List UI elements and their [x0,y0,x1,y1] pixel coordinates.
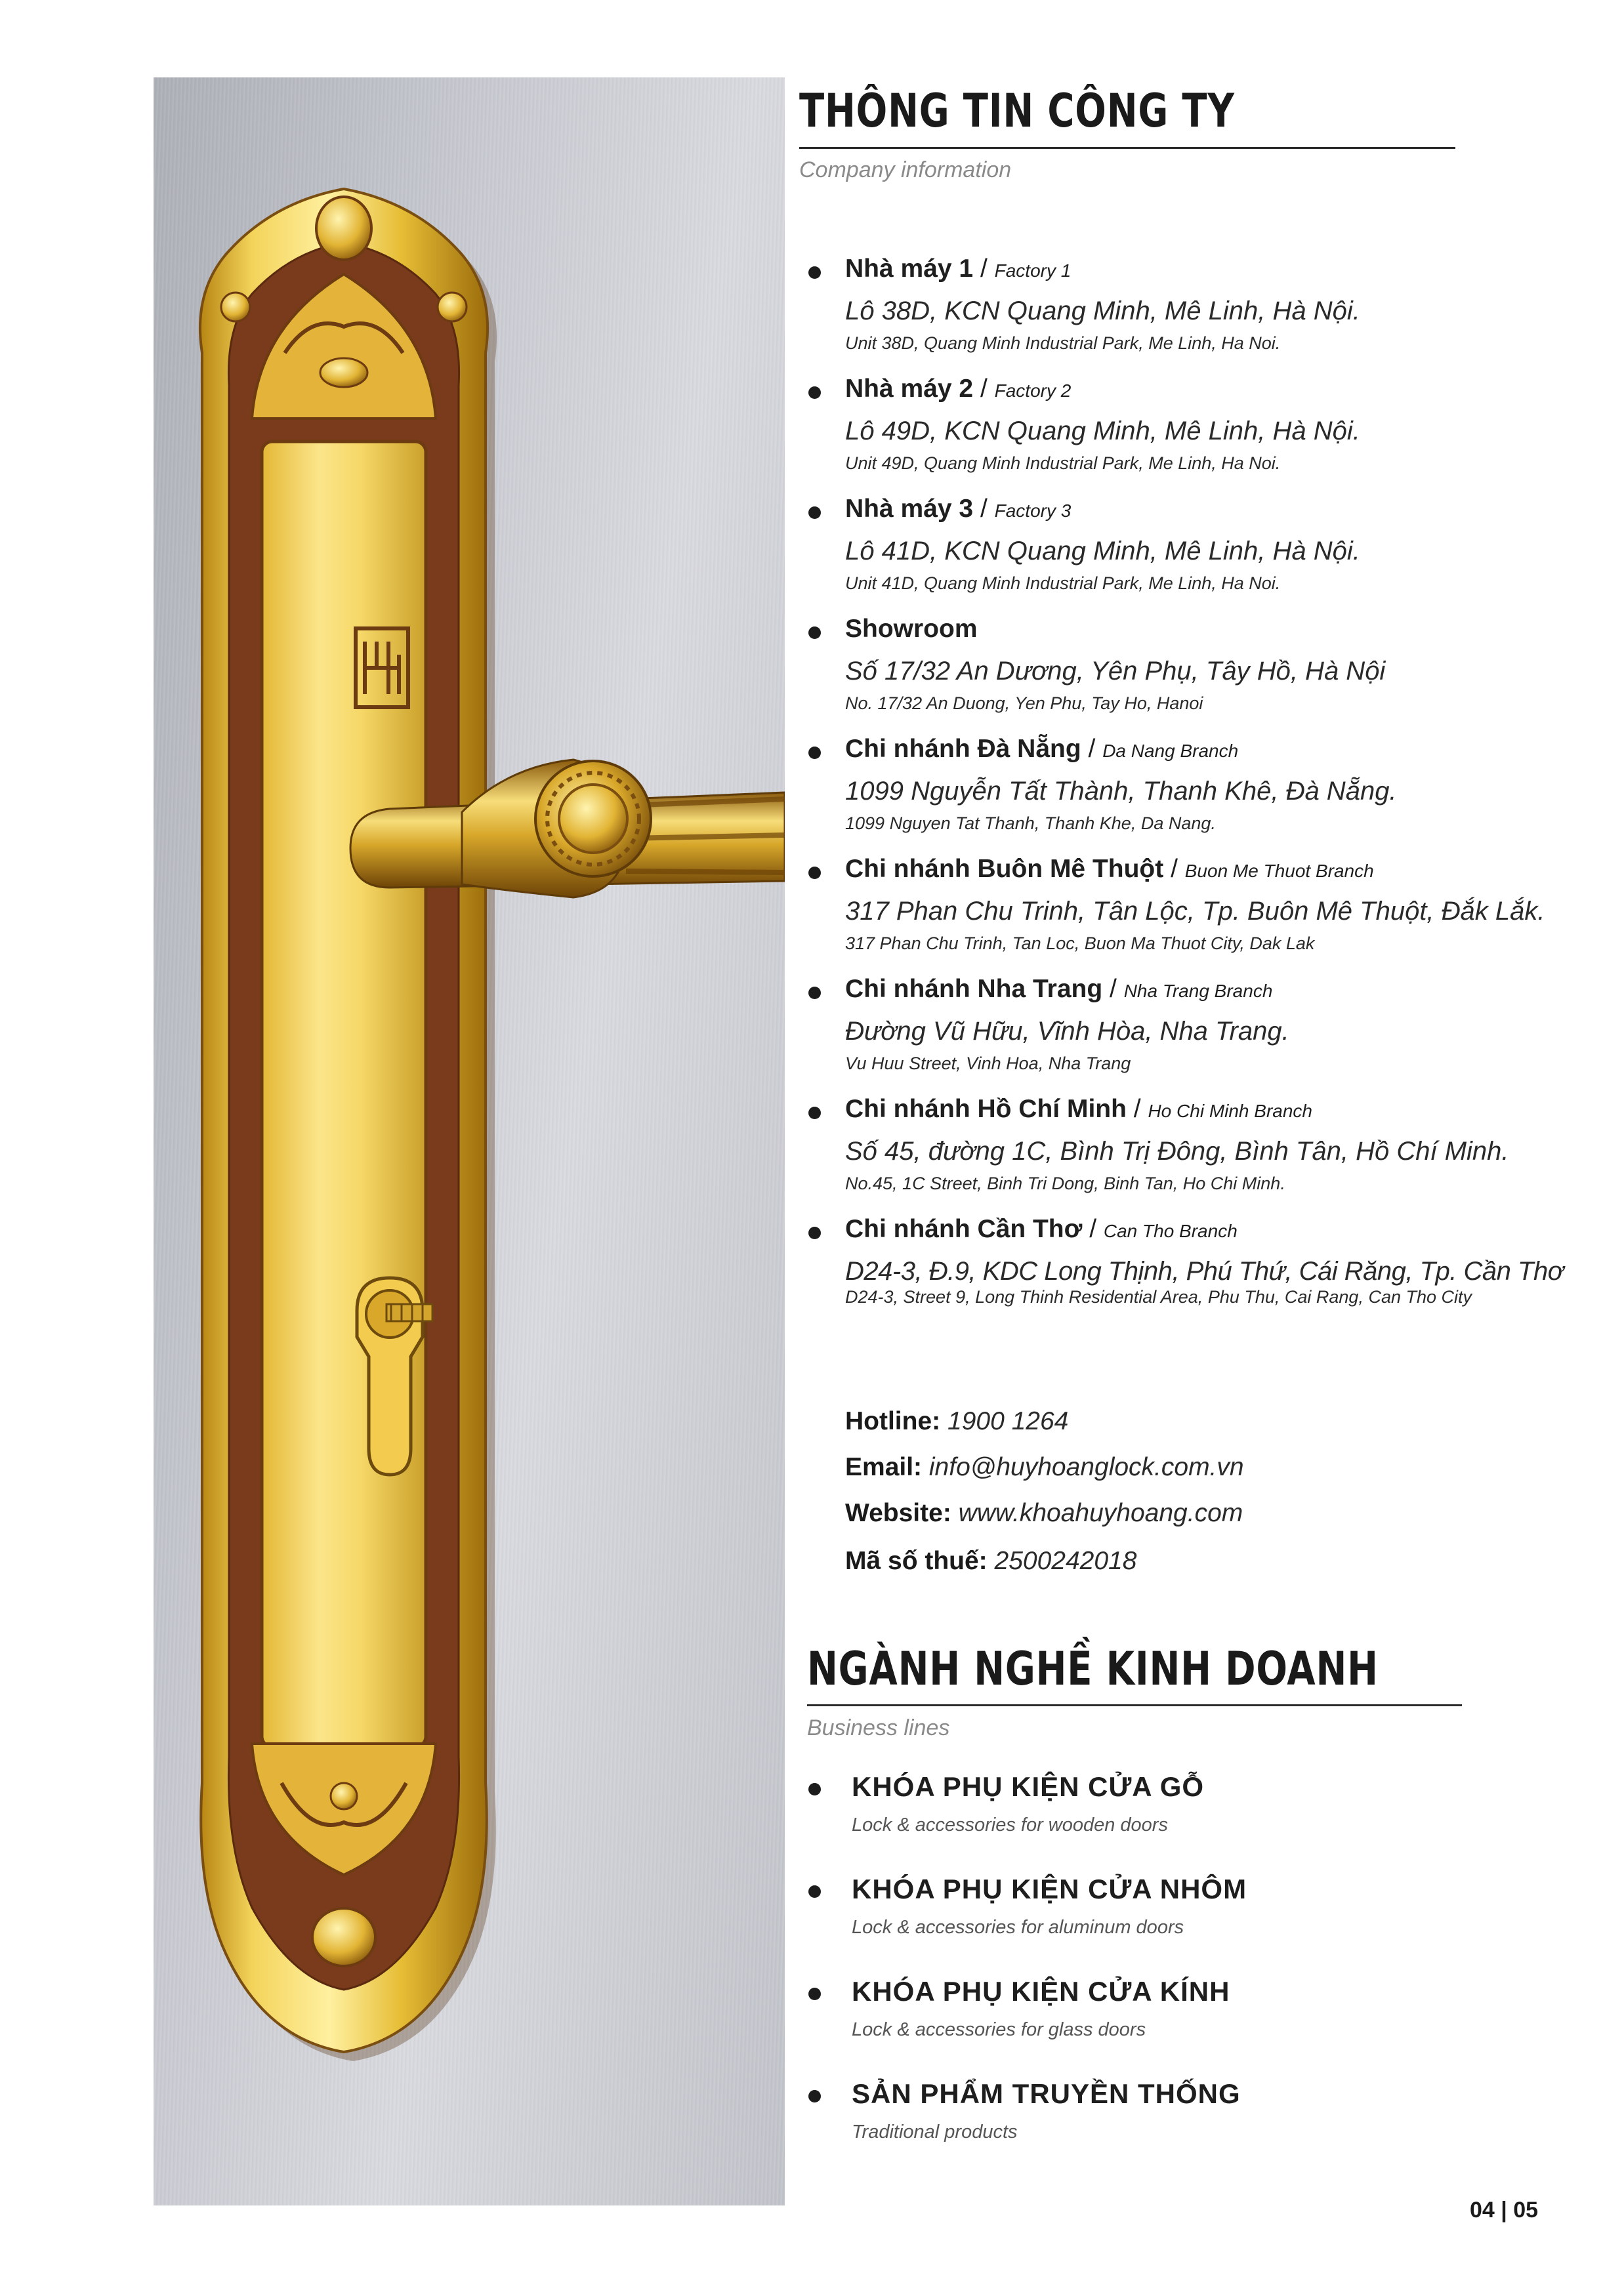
door-handle-photo [154,77,785,2205]
location-title: Chi nhánh Hồ Chí Minh [845,1095,1127,1123]
location-address: Số 17/32 An Dương, Yên Phụ, Tây Hồ, Hà Nội [845,657,1386,686]
bullet-icon [808,506,821,519]
location-address-en: Unit 41D, Quang Minh Industrial Park, Me Linh, Ha Noi. [845,573,1281,593]
location-title: Chi nhánh Đà Nẵng [845,735,1081,763]
business-line-en: Lock & accessories for aluminum doors [852,1917,1184,1938]
bullet-icon [808,987,821,999]
section-title: NGÀNH NGHỀ KINH DOANH [807,1642,1379,1696]
page-title: THÔNG TIN CÔNG TY [799,84,1235,138]
location-title-en: Factory 3 [994,501,1072,521]
bullet-icon [808,1885,821,1898]
email-line [845,1453,1244,1482]
website-link[interactable]: www.khoahuyhoang.com [958,1499,1243,1527]
location-address: Đường Vũ Hữu, Vĩnh Hòa, Nha Trang. [845,1017,1289,1046]
location-address-en: 317 Phan Chu Trinh, Tan Loc, Buon Ma Thuot City, Dak Lak [845,933,1315,953]
page-subtitle: Company information [799,157,1012,182]
location-title: Chi nhánh Nha Trang [845,975,1103,1003]
hotline-label: Hotline: [845,1407,941,1435]
location-address-en: Unit 38D, Quang Minh Industrial Park, Me Linh, Ha Noi. [845,333,1281,353]
email-value[interactable]: info@huyhoanglock.com.vn [928,1453,1244,1481]
separator: / [973,255,995,283]
location-title: Chi nhánh Buôn Mê Thuột [845,855,1164,883]
tax-line [845,1547,1136,1576]
tax-value: 2500242018 [994,1547,1137,1575]
email-label: Email: [845,1453,923,1481]
location-title-en: Buon Me Thuot Branch [1184,861,1374,881]
separator: / [973,375,995,403]
bullet-icon [808,747,821,759]
page-number: 04 | 05 [1470,2198,1539,2223]
location-title: Nhà máy 1 [845,255,974,283]
separator: / [973,495,995,523]
location-title-en: Factory 1 [994,260,1072,281]
title-underline [799,147,1455,149]
business-line-title: KHÓA PHỤ KIỆN CỬA GỖ [852,1771,1205,1802]
location-title-en: Ho Chi Minh Branch [1148,1101,1313,1121]
website-label: Website: [845,1499,951,1527]
location-address-en: Unit 49D, Quang Minh Industrial Park, Me Linh, Ha Noi. [845,453,1281,473]
separator: / [1081,735,1103,763]
section-subtitle: Business lines [807,1715,950,1740]
bullet-icon [808,626,821,639]
location-address: Số 45, đường 1C, Bình Trị Đông, Bình Tân, Hồ Chí Minh. [845,1137,1509,1166]
location-address-en: No.45, 1C Street, Binh Tri Dong, Binh Tan, Ho Chi Minh. [845,1174,1285,1193]
business-line-title: KHÓA PHỤ KIỆN CỬA NHÔM [852,1874,1247,1904]
separator: / [1102,975,1124,1003]
location-address: Lô 41D, KCN Quang Minh, Mê Linh, Hà Nội. [845,537,1360,565]
business-line-title: KHÓA PHỤ KIỆN CỬA KÍNH [852,1976,1230,2007]
bullet-icon [808,867,821,879]
location-address: Lô 38D, KCN Quang Minh, Mê Linh, Hà Nội. [845,297,1360,325]
bullet-icon [808,2090,821,2102]
bullet-icon [808,1988,821,2000]
location-address-en: Vu Huu Street, Vinh Hoa, Nha Trang [845,1054,1131,1073]
location-address-en: D24-3, Street 9, Long Thinh Residential Area, Phu Thu, Cai Rang, Can Tho City [845,1287,1472,1307]
tax-label: Mã số thuế: [845,1547,988,1575]
location-address: Lô 49D, KCN Quang Minh, Mê Linh, Hà Nội. [845,417,1360,445]
door-lock-illustration [154,77,785,2205]
location-address: 1099 Nguyễn Tất Thành, Thanh Khê, Đà Nẵng. [845,777,1397,806]
location-address: D24-3, Đ.9, KDC Long Thịnh, Phú Thứ, Cái Răng, Tp. Cần Thơ [845,1257,1564,1286]
section-underline [807,1704,1462,1706]
hotline-line [845,1407,1068,1436]
location-title: Chi nhánh Cần Thơ [845,1215,1083,1243]
hotline-value[interactable]: 1900 1264 [947,1407,1069,1435]
location-address: 317 Phan Chu Trinh, Tân Lộc, Tp. Buôn Mê Thuột, Đắk Lắk. [845,897,1545,926]
website-line [845,1499,1243,1528]
bullet-icon [808,266,821,279]
location-address-en: 1099 Nguyen Tat Thanh, Thanh Khe, Da Nang. [845,813,1216,833]
separator: / [1082,1215,1104,1243]
bullet-icon [808,1107,821,1119]
separator: / [1163,855,1185,883]
location-title-en: Nha Trang Branch [1123,981,1273,1001]
bullet-icon [808,1227,821,1239]
business-line-en: Traditional products [852,2122,1018,2142]
bullet-icon [808,1783,821,1795]
business-line-en: Lock & accessories for wooden doors [852,1814,1168,1835]
location-address-en: No. 17/32 An Duong, Yen Phu, Tay Ho, Hanoi [845,693,1203,713]
location-title: Showroom [845,615,978,643]
business-line-en: Lock & accessories for glass doors [852,2019,1146,2040]
location-title: Nhà máy 3 [845,495,974,523]
business-line-title: SẢN PHẨM TRUYỀN THỐNG [852,2078,1241,2109]
bullet-icon [808,386,821,399]
location-title-en: Can Tho Branch [1103,1221,1238,1241]
location-title: Nhà máy 2 [845,375,974,403]
separator: / [1126,1095,1148,1123]
location-title-en: Factory 2 [994,380,1072,401]
location-title-en: Da Nang Branch [1102,741,1239,761]
